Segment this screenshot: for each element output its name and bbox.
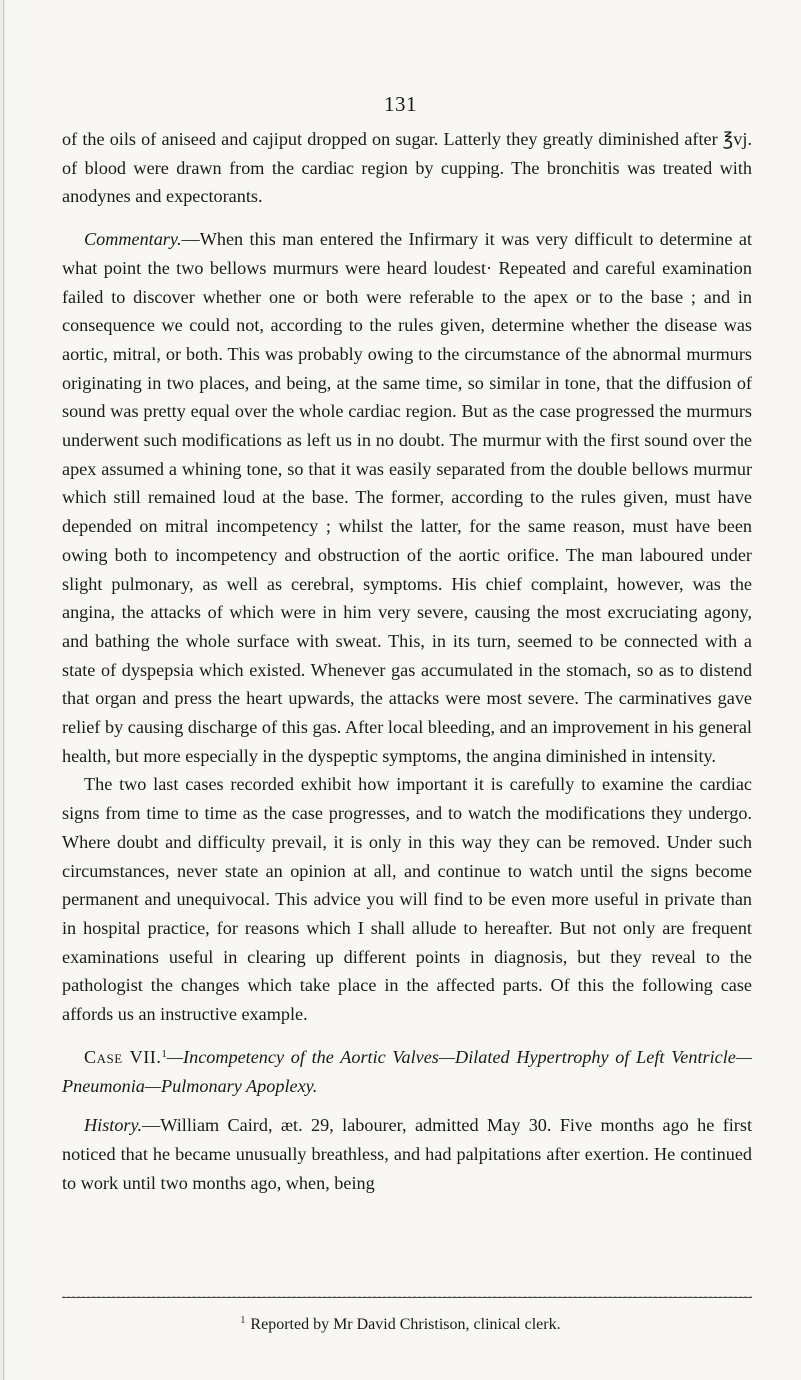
commentary-label: Commentary.	[84, 229, 182, 250]
paragraph-continuation	[62, 125, 752, 211]
footnote-rule	[62, 1297, 752, 1298]
case-title: —Incompetency of the Aortic Valves—Dilated Hypertrophy of Left Ventricle—Pneumonia—Pulmonary Apoplexy.	[62, 1046, 753, 1096]
case-label: Case VII.	[84, 1046, 162, 1067]
paragraph-two-cases	[62, 770, 752, 1028]
footnote-text: Reported by Mr David Christison, clinical clerk.	[250, 1316, 561, 1333]
case-heading	[62, 1043, 752, 1100]
paragraph-history	[62, 1111, 752, 1197]
paragraph-commentary	[62, 225, 752, 770]
footnote	[0, 1316, 801, 1334]
history-text: —William Caird, æt. 29, labourer, admitted May 30. Five months ago he first noticed that he became unusually breathless, and had palpitations after exertion. He continued to work until two months ago, when, being	[62, 1115, 752, 1193]
page-edge	[3, 0, 4, 1380]
history-label: History.	[84, 1115, 143, 1136]
body-text	[62, 125, 752, 1197]
commentary-text: —When this man entered the Infirmary it was very difficult to determine at what point the two bellows murmurs were heard loudest· Repeated and careful examination failed to discover whether one or both were referable to the apex or to the base ; and in consequence we could not, according to the rules given, determine whether the disease was aortic, mitral, or both. This was probably owing to the circumstance of the abnormal murmurs originating in two places, and being, at the same time, so similar in tone, that the diffusion of sound was pretty equal over the whole cardiac region. But as the case progressed the murmurs underwent such modifications as left us in no doubt. The murmur with the first sound over the apex assumed a whining tone, so that it was easily separated from the double bellows murmur which still remained loud at the base. The former, according to the rules given, must have depended on mitral incompetency ; whilst the latter, for the same reason, must have been owing both to incompetency and obstruction of the aortic orifice. The man laboured under slight pulmonary, as well as cerebral, symptoms. His chief complaint, however, was the angina, the attacks of which were in him very severe, causing the most excruciating agony, and bathing the whole surface with sweat. This, in its turn, seemed to be connected with a state of dyspepsia which existed. Whenever gas accumulated in the stomach, so as to distend that organ and press the heart upwards, the attacks were most severe. The carminatives gave relief by causing discharge of this gas. After local bleeding, and an improvement in his general health, but more especially in the dyspeptic symptoms, the angina diminished in intensity.	[62, 229, 752, 766]
page-number: 131	[384, 92, 417, 116]
footnote-number: 1	[240, 1315, 246, 1326]
footnote-marker: 1	[161, 1047, 167, 1060]
paragraph-text: The two last cases recorded exhibit how important it is carefully to examine the cardiac signs from time to time as the case progresses, and to watch the modifications they undergo. Where doubt and difficulty prevail, it is only in this way they can be removed. Under such circumstances, never state an opinion at all, and continue to watch until the signs become permanent and unequivocal. This advice you will find to be even more useful in private than in hospital practice, for reasons which I shall allude to hereafter. But not only are frequent examinations useful in clearing up different points in diagnosis, but they reveal to the pathologist the changes which take place in the affected parts. Of this the following case affords us an instructive example.	[62, 774, 752, 1025]
paragraph-text: of the oils of aniseed and cajiput dropped on sugar. Latterly they greatly diminished after ℥vj. of blood were drawn from the cardiac region by cupping. The bronchitis was treated with anodynes and expectorants.	[62, 129, 752, 207]
